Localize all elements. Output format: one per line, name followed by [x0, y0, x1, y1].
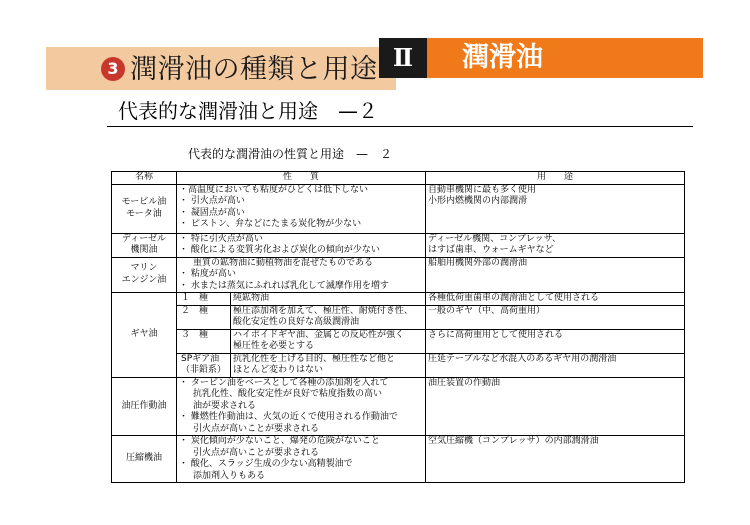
cell-line: ・ 凝固点が高い	[179, 207, 245, 218]
cell-line: 自動車機関に最も多く使用	[428, 184, 537, 195]
row-properties	[231, 329, 426, 353]
row-properties	[231, 353, 426, 377]
cell-line: ・ タービン油をベースとして各種の添加剤を入れて	[179, 377, 389, 388]
page-subtitle: 代表的な潤滑油と用途 —２	[118, 99, 378, 123]
row-name	[112, 257, 177, 293]
cell-line: ・ 酸化による変質劣化および炭化の傾向が少ない	[179, 245, 380, 255]
cell-line: ディーゼル機関、コンプレッサ、	[428, 233, 562, 244]
cell-line: モータ油	[126, 208, 162, 219]
row-subtype	[177, 353, 231, 377]
table-body	[112, 184, 685, 483]
header-uses: 用 途	[426, 172, 685, 185]
row-uses	[426, 377, 685, 436]
row-uses	[426, 293, 685, 306]
cell-line: ・ 粘度が高い	[179, 269, 236, 279]
chapter-title-text: 潤滑油の種類と用途	[130, 54, 378, 85]
cell-line: ３ 種	[181, 329, 209, 340]
header-name: 名称	[112, 172, 177, 185]
row-uses	[426, 329, 685, 353]
row-subtype	[177, 329, 231, 353]
cell-line: 抗乳化性を上げる目的、極圧性など他と	[233, 353, 396, 364]
cell-line: 小形内燃機関の内部潤滑	[428, 196, 528, 206]
cell-line: ギヤ油	[130, 329, 158, 339]
section-title: 潤滑油	[462, 42, 543, 73]
row-uses	[426, 184, 685, 233]
row-properties	[177, 257, 426, 293]
cell-line: 極圧添加剤を加えて、極圧性、耐焼付き性、	[233, 305, 413, 316]
cell-line: ・ 酸化、スラッジ生成の少ない高精製油で	[179, 459, 353, 469]
cell-line: 油圧作動油	[121, 400, 167, 411]
row-name	[112, 233, 177, 257]
cell-line: 引火点が高いことが要求される	[193, 423, 320, 434]
cell-line: ・ 引火点が高い	[179, 196, 245, 206]
cell-line: 各種低荷重歯車の潤滑油として使用される	[428, 293, 600, 303]
row-properties	[177, 184, 426, 233]
cell-line: ハイポイドギヤ油、金属との反応性が強く	[233, 329, 405, 340]
table-row	[112, 293, 685, 306]
cell-line: 引火点が高いことが要求される	[193, 447, 320, 458]
row-uses	[426, 305, 685, 329]
row-properties	[177, 233, 426, 257]
cell-line: モービル油	[121, 197, 167, 207]
cell-line: 極圧性を必要とする	[233, 341, 315, 351]
chapter-title	[104, 55, 378, 85]
table-row	[112, 353, 685, 377]
row-name	[112, 377, 177, 436]
cell-line: １ 種	[181, 293, 209, 303]
row-properties	[231, 293, 426, 306]
cell-line: 純鉱物油	[233, 293, 270, 303]
row-uses	[426, 353, 685, 377]
cell-line: ・ 特に引火点が高い	[179, 233, 263, 244]
table-row	[112, 184, 685, 233]
row-properties	[177, 377, 426, 436]
subtitle-underline	[107, 126, 693, 127]
chapter-number-badge: 3	[101, 57, 125, 81]
cell-line: マリン	[130, 263, 158, 274]
cell-line: ２ 種	[181, 305, 209, 316]
cell-line: 圧延テーブルなど水混入のあるギヤ用の潤滑油	[428, 353, 617, 364]
cell-line: 一般のギヤ（中、高荷重用）	[428, 305, 546, 316]
lubricant-table	[111, 171, 685, 483]
table-row	[112, 377, 685, 436]
cell-line: 油圧装置の作動油	[428, 377, 501, 388]
cell-line: 空気圧縮機（コンプレッサ）の内部潤滑油	[428, 436, 599, 446]
cell-line: 船舶用機関外部の潤滑油	[428, 257, 528, 268]
row-name	[112, 436, 177, 483]
table-row	[112, 257, 685, 293]
cell-line: さらに高荷重用として使用される	[428, 329, 564, 340]
cell-line: ・高温度においても粘度がひどくは低下しない	[179, 184, 369, 195]
cell-line: ・ 難燃性作動油は、火気の近くで使用される作動油で	[179, 412, 398, 422]
cell-line: エンジン油	[121, 274, 167, 285]
row-properties	[177, 436, 426, 483]
cell-line: 酸化安定性の良好な高級潤滑油	[233, 317, 360, 327]
section-numeral: Ⅱ	[379, 38, 427, 78]
row-subtype	[177, 293, 231, 306]
header-properties: 性 質	[177, 172, 426, 185]
cell-line: 重質の鉱物油に動植物油を混ぜたものである	[193, 257, 374, 268]
row-name	[112, 293, 177, 378]
table-row	[112, 436, 685, 483]
cell-line: ・ 水または蒸気にふれれば乳化して滅摩作用を増す	[179, 280, 389, 291]
cell-line: はすば歯車、ウォームギヤなど	[428, 245, 554, 255]
cell-line: 油が要求される	[193, 400, 257, 411]
table-caption: 代表的な潤滑油の性質と用途 — ２	[188, 147, 393, 161]
table-row	[112, 233, 685, 257]
row-name	[112, 184, 177, 233]
cell-line: ほとんど変わりはない	[233, 365, 324, 375]
cell-line: ディーゼル	[121, 233, 167, 244]
table-row	[112, 329, 685, 353]
cell-line: SPギア油	[181, 353, 220, 364]
row-uses	[426, 257, 685, 293]
row-properties	[231, 305, 426, 329]
cell-line: （非鉛系）	[181, 365, 227, 375]
row-subtype	[177, 305, 231, 329]
cell-line: ・ 炭化傾向が少ないこと、爆発の危険がないこと	[179, 436, 380, 446]
cell-line: 抗乳化性、酸化安定性が良好で粘度指数の高い	[193, 389, 383, 399]
table-row	[112, 305, 685, 329]
cell-line: 機関油	[130, 245, 158, 255]
cell-line: 圧縮機油	[125, 453, 162, 464]
row-uses	[426, 233, 685, 257]
row-uses	[426, 436, 685, 483]
cell-line: 添加剤入りもある	[193, 470, 266, 481]
cell-line: ・ ピストン、弁などにたまる炭化物が少ない	[179, 219, 362, 229]
